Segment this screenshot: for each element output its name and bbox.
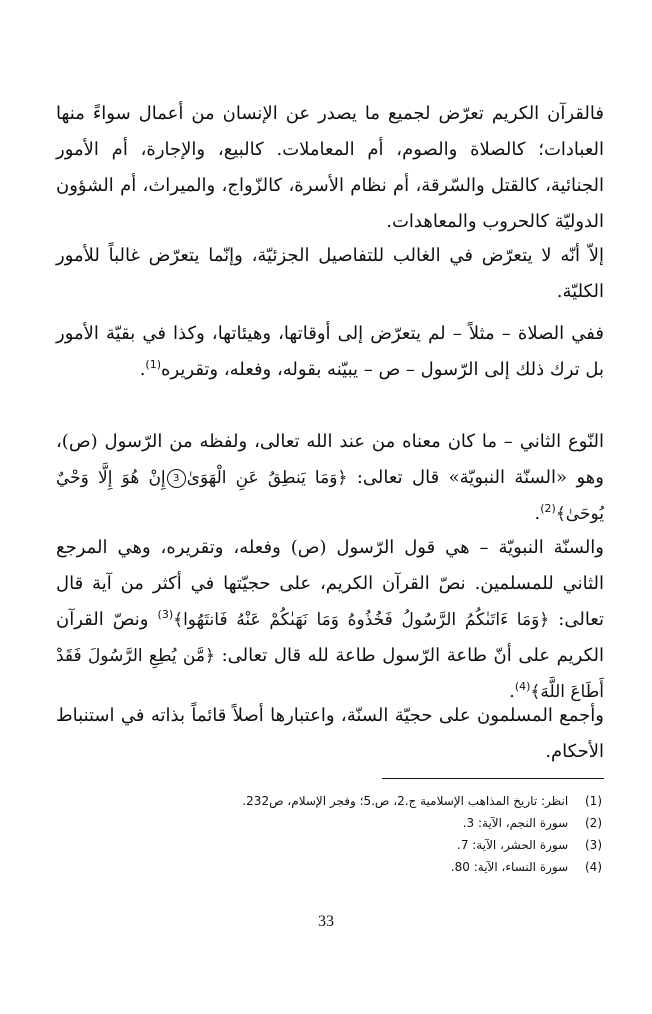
footnote-text: سورة النساء، الآية: 80. — [450, 860, 569, 874]
paragraph-general-matters — [56, 238, 604, 310]
paragraph-text: ففي الصلاة – مثلاً – لم يتعرّض إلى أوقاتها، وهيئاتها، وكذا في بقيّة الأمور بل ترك ذلك إلى الرّسول – ص – يبيّنه بقوله، وفعله، وتقريره — [56, 323, 604, 380]
page-number: 33 — [318, 913, 334, 930]
quran-verse: ﴿وَمَا ءَاتَىٰكُمُ الرَّسُولُ فَخُذُوهُ وَمَا نَهَىٰكُمْ عَنْهُ فَانتَهُوا﴾ — [173, 610, 550, 630]
footnote-item — [54, 790, 602, 812]
footnote-reference: (3) — [157, 608, 174, 621]
paragraph-text: ونصّ القرآن الكريم على أنّ طاعة الرّسول طاعة لله قال تعالى: — [56, 609, 604, 666]
footnote-number: (1) — [584, 794, 602, 808]
sentence-end: . — [139, 359, 146, 380]
footnote-reference: (2) — [540, 502, 556, 515]
paragraph-quran-scope — [56, 96, 604, 240]
ayah-number-marker: 3 — [167, 469, 186, 488]
paragraph-body — [56, 530, 604, 710]
paragraph-prayer-example — [56, 316, 604, 388]
paragraph-text: النّوع الثاني – ما كان معناه من عند الله تعالى، ولفظه من الرّسول (ص)، وهو «السنّة النبويّة» قال تعالى: — [56, 431, 604, 488]
quran-verse: ﴿وَمَا يَنطِقُ عَنِ الْهَوَىٰ — [186, 468, 348, 488]
paragraph-sunnah-definition — [56, 530, 604, 710]
footnote-item — [54, 834, 602, 856]
paragraph-body — [56, 316, 604, 388]
footnote-reference: (4) — [514, 680, 531, 693]
footnote-separator — [382, 778, 604, 779]
footnote-item — [54, 856, 602, 878]
footnote-reference: (1) — [145, 358, 162, 371]
paragraph-text: والسنّة النبويّة – هي قول الرّسول (ص) وفعله، وتقريره، وهي المرجع الثاني للمسلمين. نصّ القرآن الكريم، على حجيّتها في أكثر من آية قال تعالى: — [56, 537, 604, 630]
quran-verse: ﴿مَّن يُطِعِ الرَّسُولَ فَقَدْ أَطَاعَ اللَّهَ﴾ — [56, 646, 604, 702]
footnote-item — [54, 812, 602, 834]
quran-verse: إِنْ هُوَ إِلَّا وَحْيٌ يُوحَىٰ﴾ — [56, 468, 604, 524]
footnote-text: انظر: تاريخ المذاهب الإسلامية ج.2، ص.5؛ وفجر الإسلام، ص232. — [242, 794, 569, 808]
paragraph-text: وأجمع المسلمون على حجيّة السنّة، واعتبارها أصلاً قائماً بذاته في استنباط الأحكام. — [56, 705, 604, 762]
sentence-end: . — [534, 503, 541, 524]
paragraph-text: فالقرآن الكريم تعرّض لجميع ما يصدر عن الإنسان من أعمال سواءً منها العبادات؛ كالصلاة والصوم، أم المعاملات. كالبيع، والإجارة، أم الأمور الجنائية، كالقتل والسّرقة، أم نظام الأسرة، كالزّواج، والميراث، أم الشؤون الدوليّة كالحروب والمعاهدات. — [56, 103, 604, 232]
paragraph-consensus — [56, 698, 604, 770]
footnotes — [54, 790, 602, 878]
footnote-text: سورة النجم، الآية: 3. — [462, 816, 569, 830]
paragraph-text: إلاّ أنّه لا يتعرّض في الغالب للتفاصيل الجزئيّة، وإنّما يتعرّض غالباً للأمور الكليّة. — [56, 245, 604, 302]
paragraph-second-type — [56, 424, 604, 532]
sentence-end: . — [509, 681, 515, 702]
paragraph-body — [56, 424, 604, 532]
footnote-text: سورة الحشر، الآية: 7. — [456, 838, 569, 852]
footnote-number: (4) — [584, 860, 602, 874]
footnote-number: (3) — [584, 838, 602, 852]
footnote-number: (2) — [584, 816, 602, 830]
